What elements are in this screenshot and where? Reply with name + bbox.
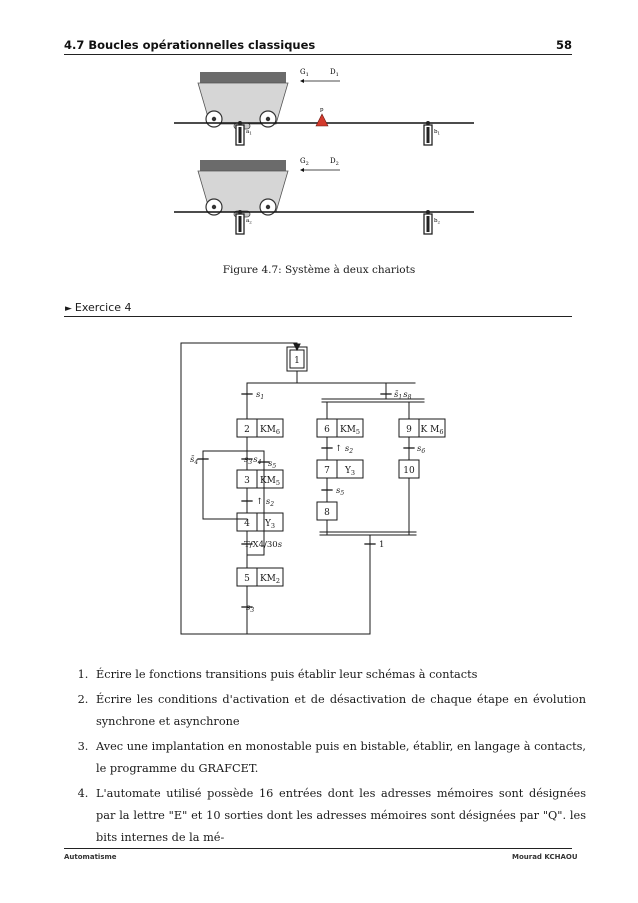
svg-text:a1: $a_1$ xyxy=(246,129,252,136)
transition-1-6: $s̄_1s_8$ xyxy=(394,390,412,401)
question-4: 4. L'automate utilisé possède 16 entrées dont les adresses mémoires sont désignées par la lettre "E" et 10 sorties dont les adresses mémoires sont désignées par "Q". les bits internes de la mé- xyxy=(92,783,586,849)
top-d-label: $D_1$ xyxy=(330,68,339,78)
grafcet-diagram xyxy=(160,325,480,650)
action-2: $KM_6$ xyxy=(259,425,281,436)
bottom-sensor-a2 xyxy=(236,210,244,234)
transition-2-4: $s̄_4$ xyxy=(190,455,199,466)
question-3: 3. Avec une implantation en monostable puis en bistable, établir, en langage à contacts, le programme du GRAFCET. xyxy=(92,736,586,780)
bottom-sensor-b2 xyxy=(424,210,432,234)
cart-figure xyxy=(160,62,480,252)
figure-caption: Figure 4.7: Système à deux chariots xyxy=(222,264,416,276)
bottom-d-label: $D_2$ xyxy=(330,157,339,167)
transition-2-5: $s_5$ xyxy=(268,459,277,470)
top-cart xyxy=(198,72,288,129)
step-3: 3 xyxy=(244,476,250,486)
step-8: 8 xyxy=(324,508,330,518)
action-9: K $M_6$ xyxy=(420,425,444,436)
sensor-p-icon xyxy=(316,114,328,126)
svg-text:a2: $a_2$ xyxy=(246,218,252,225)
top-sensor-a1 xyxy=(236,121,244,145)
svg-text:b1: $b_1$ xyxy=(434,129,441,136)
exercise-title: ► Exercice 4 xyxy=(65,301,132,314)
exercise-rule xyxy=(64,316,572,317)
action-3: $KM_5$ xyxy=(259,476,281,487)
step-6: 6 xyxy=(324,425,330,435)
step-5: 5 xyxy=(244,574,250,584)
question-2: 2. Écrire les conditions d'activation et de désactivation de chaque étape en évolution synchrone et asynchrone xyxy=(92,689,586,733)
transition-7-8: $s_5$ xyxy=(336,486,345,497)
action-6: $KM_5$ xyxy=(339,425,361,436)
transition-4-5: T/X4/30s xyxy=(244,540,283,550)
transition-join: 1 xyxy=(379,540,385,550)
action-5: $KM_2$ xyxy=(259,574,281,585)
transition-1-2: $s_1$ xyxy=(256,390,265,401)
footer-right: Mourad KCHAOU xyxy=(512,853,578,861)
question-1: 1. Écrire le fonctions transitions puis établir leur schémas à contacts xyxy=(92,664,586,686)
transition-5-1: $s_3$ xyxy=(246,603,255,614)
footer-rule xyxy=(64,848,572,849)
question-list xyxy=(74,664,586,852)
triangle-right-icon: ► xyxy=(65,304,72,314)
sensor-p-label: p xyxy=(320,107,324,113)
step-2: 2 xyxy=(244,425,250,435)
page-number: 58 xyxy=(556,38,573,52)
step-4: 4 xyxy=(244,519,250,529)
section-title: 4.7 Boucles opérationnelles classiques xyxy=(64,38,316,52)
svg-text:b2: $b_2$ xyxy=(434,218,441,225)
transition-2-3: $s_3s_4$ xyxy=(244,455,262,466)
top-g-label: $G_1$ xyxy=(300,68,309,78)
transition-6-7: ↑ $s_2$ xyxy=(335,444,354,455)
step-10: 10 xyxy=(403,466,415,476)
action-4: $Y_3$ xyxy=(264,519,276,530)
bottom-g-label: $G_2$ xyxy=(300,157,309,167)
header-rule xyxy=(64,54,572,55)
step-7: 7 xyxy=(324,466,330,476)
footer-left: Automatisme xyxy=(64,853,117,861)
step-9: 9 xyxy=(406,425,412,435)
transition-9-10: $s_6$ xyxy=(417,444,426,455)
action-7: $Y_3$ xyxy=(344,466,356,477)
bottom-cart xyxy=(198,160,288,217)
step-1: 1 xyxy=(294,356,300,366)
transition-3-4: ↑ $s_2$ xyxy=(256,497,275,508)
top-sensor-b1 xyxy=(424,121,432,145)
